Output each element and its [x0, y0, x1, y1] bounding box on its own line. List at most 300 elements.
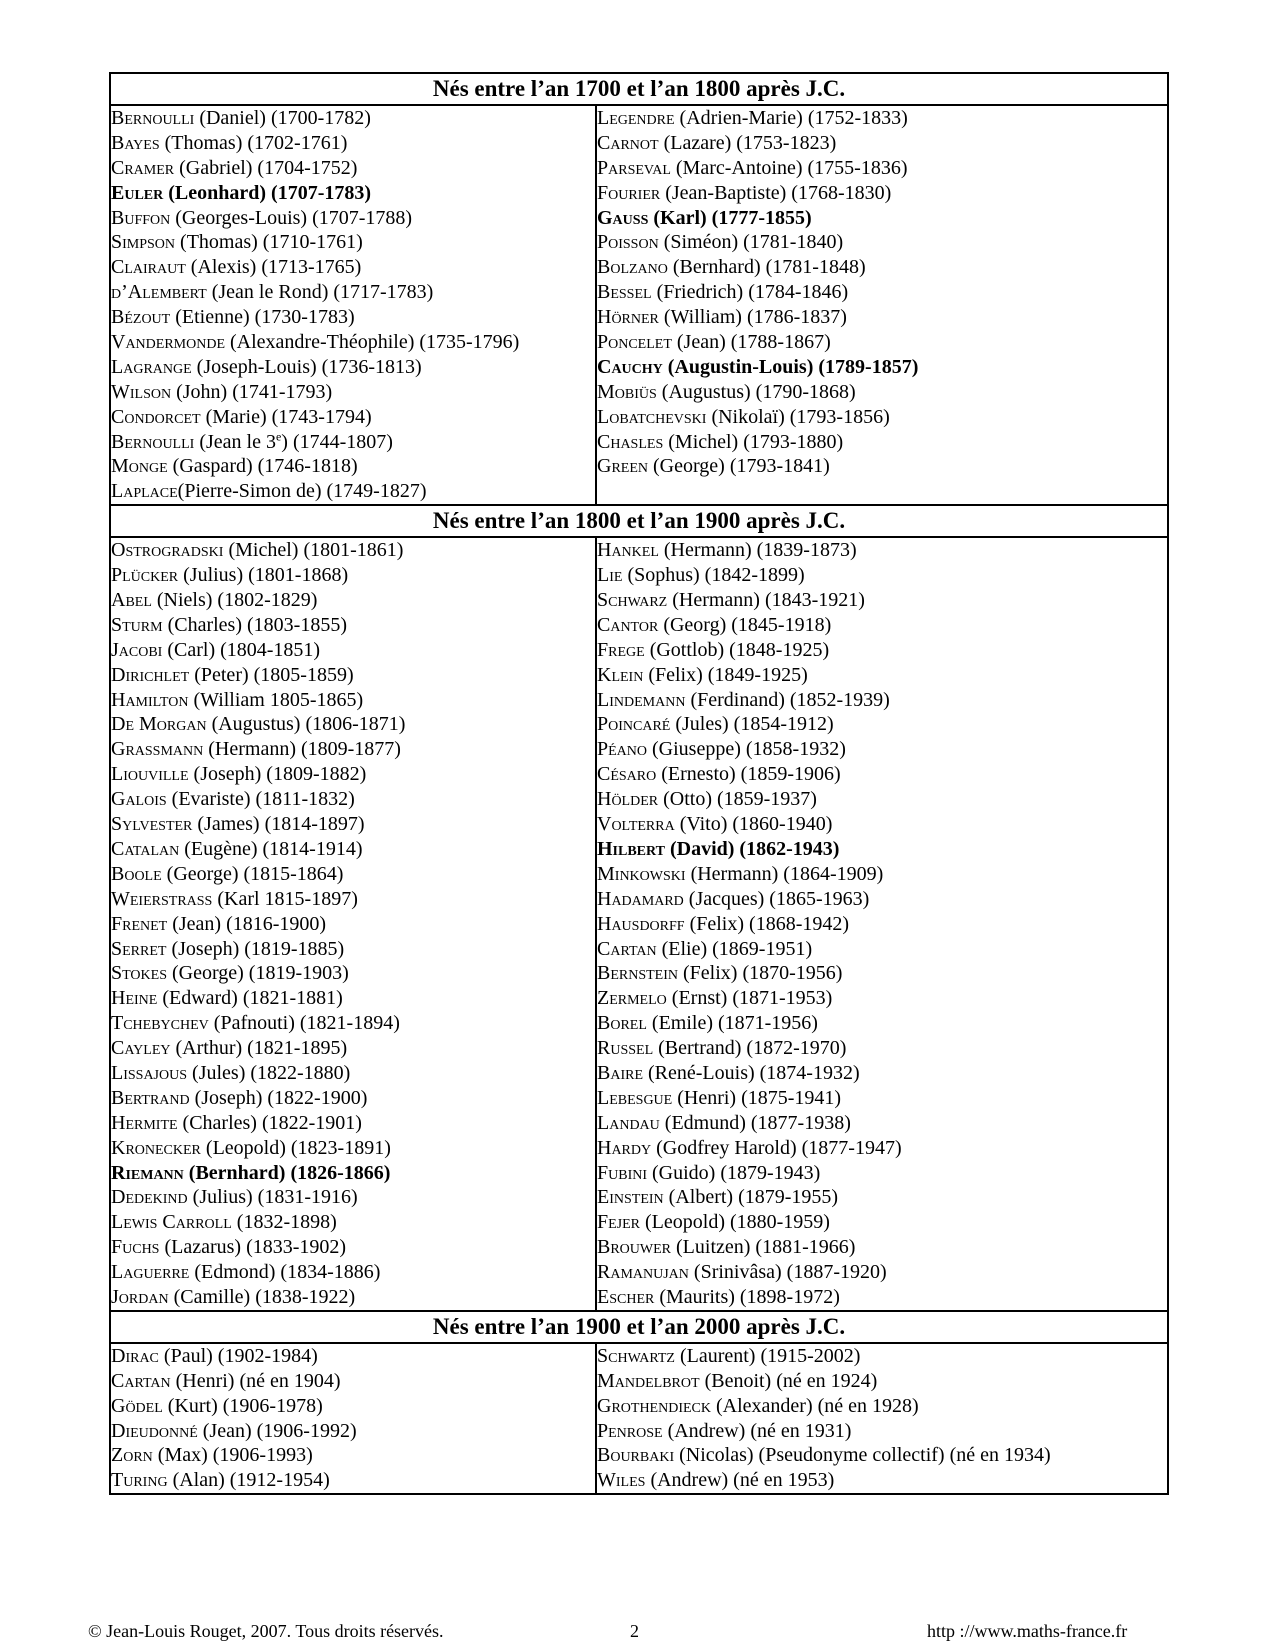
mathematician-name: Lagrange	[111, 355, 192, 378]
mathematician-details: (Jean le Rond) (1717-1783)	[206, 281, 434, 304]
mathematician-details: (Eugène) (1814-1914)	[179, 837, 363, 860]
mathematician-name: Bézout	[111, 306, 171, 329]
mathematician-name: Zermelo	[597, 987, 667, 1010]
mathematician-name: Lobatchevski	[597, 405, 707, 428]
mathematician-entry	[597, 305, 1167, 330]
mathematician-name: Grassmann	[111, 738, 204, 761]
mathematician-entry	[111, 712, 595, 737]
mathematician-name: Gödel	[111, 1394, 163, 1417]
mathematician-entry	[597, 206, 1167, 231]
mathematician-entry	[111, 1210, 595, 1235]
mathematician-details: (Julius) (1801-1868)	[178, 564, 349, 587]
mathematician-entry	[597, 106, 1167, 131]
mathematician-entry	[111, 588, 595, 613]
mathematician-details: (Elie) (1869-1951)	[656, 937, 813, 960]
mathematician-details: (Ferdinand) (1852-1939)	[685, 688, 890, 711]
mathematician-name: Minkowski	[597, 862, 686, 885]
mathematician-entry	[597, 1136, 1167, 1161]
mathematician-entry	[111, 1235, 595, 1260]
mathematician-details: (Thomas) (1702-1761)	[159, 131, 348, 154]
mathematician-details: (Lazarus) (1833-1902)	[159, 1236, 347, 1259]
mathematician-entry	[597, 663, 1167, 688]
mathematician-entry	[597, 638, 1167, 663]
mathematician-name: Dieudonné	[111, 1419, 198, 1442]
mathematician-details: (Edmond) (1834-1886)	[189, 1261, 381, 1284]
mathematician-name: Lewis Carroll	[111, 1211, 232, 1234]
mathematician-entry	[111, 837, 595, 862]
mathematician-name: Weierstrass	[111, 887, 213, 910]
mathematician-details: (Hermann) (1843-1921)	[667, 589, 865, 612]
mathematician-name: Dedekind	[111, 1186, 188, 1209]
mathematician-name: Riemann	[111, 1161, 184, 1184]
mathematician-entry	[111, 1394, 595, 1419]
mathematician-name: Hermite	[111, 1111, 178, 1134]
mathematician-details: (Gaspard) (1746-1818)	[167, 455, 358, 478]
right-column	[596, 1343, 1168, 1494]
mathematician-entry	[597, 1443, 1167, 1468]
mathematician-details: (Henri) (1875-1941)	[672, 1086, 842, 1109]
mathematician-name: Lebesgue	[597, 1086, 673, 1109]
mathematician-entry	[597, 712, 1167, 737]
mathematician-details: (Sophus) (1842-1899)	[622, 564, 805, 587]
mathematician-details: (Etienne) (1730-1783)	[170, 306, 355, 329]
mathematician-entry	[111, 688, 595, 713]
mathematician-name: Hadamard	[597, 887, 684, 910]
mathematician-entry	[111, 230, 595, 255]
mathematician-entry	[111, 1061, 595, 1086]
mathematician-details: (Pierre-Simon de) (1749-1827)	[177, 480, 427, 503]
mathematician-details: (Gabriel) (1704-1752)	[174, 156, 358, 179]
mathematician-details: (Alexander) (né en 1928)	[711, 1394, 919, 1417]
mathematician-details: (Arthur) (1821-1895)	[170, 1037, 348, 1060]
mathematician-entry	[597, 737, 1167, 762]
mathematician-details: (William) (1786-1837)	[658, 306, 847, 329]
mathematician-entry	[597, 961, 1167, 986]
mathematician-entry	[111, 1185, 595, 1210]
mathematician-details: (Hermann) (1839-1873)	[658, 539, 857, 562]
mathematician-entry	[111, 1344, 595, 1369]
mathematician-entry	[597, 1394, 1167, 1419]
mathematician-entry	[597, 1210, 1167, 1235]
mathematician-name: Volterra	[597, 813, 675, 836]
mathematician-entry	[597, 1285, 1167, 1310]
mathematician-entry	[597, 430, 1167, 455]
mathematician-details: (Joseph) (1809-1882)	[188, 763, 367, 786]
mathematician-name: Bertrand	[111, 1086, 190, 1109]
mathematician-name: Grothendieck	[597, 1394, 711, 1417]
mathematician-entry	[597, 1260, 1167, 1285]
mathematician-details: (Albert) (1879-1955)	[663, 1186, 839, 1209]
mathematician-entry	[111, 887, 595, 912]
mathematician-details: (Niels) (1802-1829)	[151, 589, 318, 612]
mathematician-name: Wilson	[111, 380, 172, 403]
mathematician-name: Cartan	[111, 1369, 171, 1392]
mathematician-name: Schwartz	[597, 1344, 675, 1367]
mathematician-entry	[111, 156, 595, 181]
mathematician-details: (George) (1815-1864)	[161, 862, 344, 885]
mathematician-name: Plücker	[111, 564, 179, 587]
mathematician-details: (Charles) (1803-1855)	[162, 613, 347, 636]
mathematician-details: (Leonhard) (1707-1783)	[163, 181, 372, 204]
mathematician-name: Péano	[597, 738, 648, 761]
mathematician-details: (Jacques) (1865-1963)	[683, 887, 870, 910]
mathematician-name: Frenet	[111, 912, 168, 935]
mathematician-entry	[597, 454, 1167, 479]
mathematician-details: (Charles) (1822-1901)	[177, 1111, 362, 1134]
mathematician-details: (Benoit) (né en 1924)	[699, 1369, 878, 1392]
mathematician-name: Hölder	[597, 788, 659, 811]
mathematician-name: d’Alembert	[111, 281, 207, 304]
mathematician-details: (Marc-Antoine) (1755-1836)	[670, 156, 908, 179]
footer-url[interactable]: http ://www.maths-france.fr	[927, 1621, 1128, 1641]
superscript: e	[275, 428, 282, 443]
mathematician-name: Clairaut	[111, 256, 186, 279]
mathematician-entry	[597, 912, 1167, 937]
mathematician-entry	[111, 961, 595, 986]
mathematician-entry	[597, 355, 1167, 380]
mathematician-name: Dirac	[111, 1344, 159, 1367]
mathematician-entry	[597, 613, 1167, 638]
mathematician-details: (Alexis) (1713-1765)	[185, 256, 362, 279]
mathematician-details: (Bernhard) (1826-1866)	[183, 1161, 391, 1184]
mathematician-details: (Friedrich) (1784-1846)	[651, 281, 849, 304]
mathematician-details: (Hermann) (1864-1909)	[685, 862, 884, 885]
mathematician-entry	[111, 181, 595, 206]
mathematician-details: (Vito) (1860-1940)	[674, 813, 833, 836]
mathematician-details: (Georges-Louis) (1707-1788)	[170, 206, 413, 229]
mathematician-entry	[597, 538, 1167, 563]
mathematician-entry	[597, 1161, 1167, 1186]
mathematician-entry	[597, 812, 1167, 837]
mathematician-entry	[597, 131, 1167, 156]
mathematician-name: Serret	[111, 937, 167, 960]
mathematician-details: (Daniel) (1700-1782)	[194, 107, 371, 129]
section-body-row	[110, 1343, 1168, 1494]
mathematician-details: (Felix) (1849-1925)	[643, 663, 808, 686]
mathematician-name: Sylvester	[111, 813, 193, 836]
mathematician-name: Lindemann	[597, 688, 686, 711]
mathematician-name: Vandermonde	[111, 331, 225, 354]
mathematician-details: (1832-1898)	[231, 1211, 337, 1234]
mathematician-entry	[597, 1086, 1167, 1111]
mathematician-entry	[111, 912, 595, 937]
mathematician-entry	[597, 156, 1167, 181]
mathematician-entry	[111, 613, 595, 638]
mathematician-details: (Camille) (1838-1922)	[168, 1285, 356, 1308]
mathematician-name: Frege	[597, 638, 645, 661]
mathematician-details: (William 1805-1865)	[188, 688, 364, 711]
section-body-row	[110, 537, 1168, 1311]
section-body-row	[110, 105, 1168, 505]
mathematician-name: Bessel	[597, 281, 652, 304]
mathematician-name: Cramer	[111, 156, 175, 179]
mathematician-details: (Ernst) (1871-1953)	[666, 987, 833, 1010]
mathematician-details: (Hermann) (1809-1877)	[203, 738, 401, 761]
mathematician-name: Condorcet	[111, 405, 201, 428]
mathematician-name: Turing	[111, 1469, 168, 1492]
mathematician-details: (Alan) (1912-1954)	[167, 1469, 330, 1492]
mathematician-name: Penrose	[597, 1419, 663, 1442]
mathematician-name: Legendre	[597, 107, 675, 129]
mathematician-name: Galois	[111, 788, 167, 811]
mathematician-details: (Julius) (1831-1916)	[187, 1186, 358, 1209]
mathematician-name: Hilbert	[597, 837, 665, 860]
mathematician-name: Poncelet	[597, 331, 672, 354]
mathematician-entry	[597, 588, 1167, 613]
mathematician-details: (Maurits) (1898-1972)	[654, 1285, 840, 1308]
mathematician-details: (Augustin-Louis) (1789-1857)	[662, 355, 919, 378]
mathematician-details: (Leopold) (1880-1959)	[640, 1211, 830, 1234]
mathematician-name: Monge	[111, 455, 168, 478]
mathematician-details: (Paul) (1902-1984)	[158, 1344, 318, 1367]
mathematician-name: De Morgan	[111, 713, 207, 736]
mathematician-name: Bourbaki	[597, 1444, 675, 1467]
mathematician-entry	[111, 638, 595, 663]
mathematician-entry	[111, 762, 595, 787]
mathematician-entry	[597, 837, 1167, 862]
left-column	[110, 105, 596, 505]
section-header-row	[110, 73, 1168, 105]
mathematician-details: (Andrew) (né en 1931)	[662, 1419, 852, 1442]
mathematician-details: (Giuseppe) (1858-1932)	[647, 738, 846, 761]
mathematician-entry	[111, 1161, 595, 1186]
mathematician-entry	[111, 1086, 595, 1111]
mathematician-name: Césaro	[597, 763, 657, 786]
mathematician-entry	[597, 1011, 1167, 1036]
mathematician-name: Escher	[597, 1285, 655, 1308]
mathematician-details: (Karl 1815-1897)	[212, 887, 358, 910]
mathematician-details: (René-Louis) (1874-1932)	[643, 1061, 860, 1084]
mathematician-name: Bernoulli	[111, 107, 195, 129]
mathematician-name: Tchebychev	[111, 1012, 209, 1035]
mathematician-details: (Jean) (1906-1992)	[197, 1419, 357, 1442]
mathematician-details: (John) (1741-1793)	[171, 380, 333, 403]
mathematician-entry	[111, 355, 595, 380]
mathematician-details: (Bertrand) (1872-1970)	[653, 1037, 847, 1060]
mathematician-name: Parseval	[597, 156, 671, 179]
mathematician-entry	[597, 1036, 1167, 1061]
table-body	[110, 73, 1168, 1494]
mathematician-name: Mandelbrot	[597, 1369, 700, 1392]
mathematician-entry	[111, 430, 595, 455]
mathematician-name: Cauchy	[597, 355, 663, 378]
mathematician-details: (Georg) (1845-1918)	[658, 613, 832, 636]
mathematician-details: (Jules) (1822-1880)	[187, 1061, 351, 1084]
mathematician-entry	[597, 405, 1167, 430]
mathematician-entry	[597, 688, 1167, 713]
mathematician-name: Simpson	[111, 231, 176, 254]
mathematician-details: (Pafnouti) (1821-1894)	[208, 1012, 400, 1035]
mathematician-entry	[111, 1285, 595, 1310]
mathematician-entry	[597, 1111, 1167, 1136]
mathematician-name: Lie	[597, 564, 623, 587]
mathematician-name: Hausdorff	[597, 912, 685, 935]
mathematician-name: Abel	[111, 589, 152, 612]
mathematician-entry	[597, 1419, 1167, 1444]
mathematician-entry	[597, 181, 1167, 206]
mathematician-name: Boole	[111, 862, 162, 885]
mathematician-details: (Felix) (1870-1956)	[678, 962, 843, 985]
mathematician-entry	[597, 330, 1167, 355]
mathematician-details: (Alexandre-Théophile) (1735-1796)	[225, 331, 520, 354]
mathematician-details: (Evariste) (1811-1832)	[166, 788, 355, 811]
mathematician-details: (Siméon) (1781-1840)	[658, 231, 844, 254]
mathematicians-table	[109, 72, 1169, 1495]
mathematician-details: (David) (1862-1943)	[664, 837, 840, 860]
mathematician-name: Bernoulli	[111, 430, 195, 453]
mathematician-entry	[111, 1111, 595, 1136]
mathematician-details: (Felix) (1868-1942)	[684, 912, 850, 935]
mathematician-name: Schwarz	[597, 589, 668, 612]
mathematician-details: (Jean-Baptiste) (1768-1830)	[660, 181, 892, 204]
mathematician-name: Lissajous	[111, 1061, 188, 1084]
mathematician-entry	[597, 230, 1167, 255]
mathematician-name: Laplace	[111, 480, 178, 503]
mathematician-details: (Edmund) (1877-1938)	[659, 1111, 851, 1134]
mathematician-name: Sturm	[111, 613, 163, 636]
mathematician-name: Einstein	[597, 1186, 664, 1209]
mathematician-entry	[597, 1344, 1167, 1369]
mathematician-entry	[597, 1185, 1167, 1210]
mathematician-details: (Augustus) (1790-1868)	[656, 380, 856, 403]
mathematician-details: (Joseph) (1822-1900)	[189, 1086, 368, 1109]
mathematician-name: Gauss	[597, 206, 649, 229]
mathematician-name: Carnot	[597, 131, 659, 154]
mathematician-entry	[111, 131, 595, 156]
mathematician-name: Borel	[597, 1012, 647, 1035]
mathematician-entry	[597, 862, 1167, 887]
mathematician-name: Russel	[597, 1037, 654, 1060]
mathematician-name: Mobiüs	[597, 380, 657, 403]
mathematician-entry	[111, 106, 595, 131]
mathematician-name: Poincaré	[597, 713, 671, 736]
mathematician-entry	[597, 380, 1167, 405]
mathematician-details: (Nicolas) (Pseudonyme collectif) (né en 1934)	[674, 1444, 1051, 1467]
mathematician-entry	[111, 1369, 595, 1394]
mathematician-entry	[111, 663, 595, 688]
section-header-row	[110, 505, 1168, 537]
mathematician-entry	[597, 563, 1167, 588]
mathematician-entry	[111, 787, 595, 812]
mathematician-name: Fuchs	[111, 1236, 160, 1259]
mathematician-name: Hörner	[597, 306, 659, 329]
mathematician-details: (Emile) (1871-1956)	[646, 1012, 818, 1035]
footer-copyright: © Jean-Louis Rouget, 2007. Tous droits réservés.	[88, 1621, 444, 1641]
mathematician-name: Stokes	[111, 962, 167, 985]
mathematician-details: ) (1744-1807)	[281, 430, 393, 453]
mathematician-name: Hardy	[597, 1136, 652, 1159]
mathematician-name: Buffon	[111, 206, 171, 229]
mathematician-details: (Godfrey Harold) (1877-1947)	[651, 1136, 902, 1159]
mathematician-entry	[111, 1419, 595, 1444]
mathematician-name: Green	[597, 455, 648, 478]
mathematician-details: (Henri) (né en 1904)	[170, 1369, 341, 1392]
mathematician-entry	[597, 762, 1167, 787]
mathematician-entry	[597, 986, 1167, 1011]
mathematician-entry	[111, 330, 595, 355]
mathematician-details: (Carl) (1804-1851)	[162, 638, 321, 661]
mathematician-details: (Otto) (1859-1937)	[658, 788, 817, 811]
mathematician-details: (Thomas) (1710-1761)	[175, 231, 363, 254]
mathematician-details: (Marie) (1743-1794)	[200, 405, 372, 428]
mathematician-name: Brouwer	[597, 1236, 672, 1259]
mathematician-name: Fubini	[597, 1161, 648, 1184]
mathematician-entry	[597, 280, 1167, 305]
mathematician-name: Laguerre	[111, 1261, 190, 1284]
mathematician-details: (Luitzen) (1881-1966)	[671, 1236, 856, 1259]
mathematician-name: Wiles	[597, 1469, 646, 1492]
mathematician-entry	[597, 1369, 1167, 1394]
mathematician-details: (Max) (1906-1993)	[152, 1444, 313, 1467]
mathematician-name: Cartan	[597, 937, 657, 960]
mathematician-entry	[111, 380, 595, 405]
mathematician-name: Baire	[597, 1061, 644, 1084]
mathematician-entry	[111, 454, 595, 479]
mathematician-details: (George) (1819-1903)	[166, 962, 349, 985]
mathematician-entry	[111, 1136, 595, 1161]
mathematician-entry	[111, 255, 595, 280]
mathematician-details: (Edward) (1821-1881)	[157, 987, 343, 1010]
section-title: Nés entre l’an 1700 et l’an 1800 après J.C.	[110, 73, 1168, 105]
mathematician-name: Cantor	[597, 613, 659, 636]
mathematician-entry	[111, 1468, 595, 1493]
mathematician-details: (Jules) (1854-1912)	[670, 713, 834, 736]
mathematician-details: (Augustus) (1806-1871)	[206, 713, 406, 736]
mathematician-entry	[111, 1443, 595, 1468]
mathematician-entry	[111, 206, 595, 231]
mathematician-entry	[111, 1011, 595, 1036]
mathematician-details: (Michel) (1793-1880)	[663, 430, 844, 453]
mathematician-name: Catalan	[111, 837, 180, 860]
mathematician-entry	[597, 1468, 1167, 1493]
section-title: Nés entre l’an 1900 et l’an 2000 après J.C.	[110, 1311, 1168, 1343]
mathematician-entry	[111, 862, 595, 887]
mathematician-entry	[111, 1260, 595, 1285]
mathematician-name: Jordan	[111, 1285, 169, 1308]
mathematician-details: (Jean) (1816-1900)	[167, 912, 327, 935]
mathematician-details: (Lazare) (1753-1823)	[658, 131, 837, 154]
mathematician-entry	[111, 405, 595, 430]
right-column	[596, 105, 1168, 505]
mathematician-name: Dirichlet	[111, 663, 190, 686]
mathematician-details: (Srinivâsa) (1887-1920)	[688, 1261, 887, 1284]
mathematician-name: Bolzano	[597, 256, 668, 279]
mathematician-details: (Karl) (1777-1855)	[648, 206, 812, 229]
mathematician-entry	[111, 280, 595, 305]
mathematician-entry	[111, 737, 595, 762]
mathematician-name: Klein	[597, 663, 644, 686]
mathematician-entry	[111, 812, 595, 837]
mathematician-details: (Gottlob) (1848-1925)	[644, 638, 830, 661]
mathematician-details: (Nikolaï) (1793-1856)	[706, 405, 890, 428]
mathematician-entry	[597, 787, 1167, 812]
mathematician-entry	[111, 937, 595, 962]
mathematician-details: (Andrew) (né en 1953)	[645, 1469, 835, 1492]
mathematician-details: (Bernhard) (1781-1848)	[667, 256, 866, 279]
mathematician-name: Ostrogradski	[111, 539, 224, 562]
mathematician-name: Hankel	[597, 539, 659, 562]
mathematician-name: Euler	[111, 181, 164, 204]
mathematician-entry	[597, 1061, 1167, 1086]
mathematician-entry	[111, 305, 595, 330]
mathematician-name: Fourier	[597, 181, 661, 204]
mathematician-details: (Jean le 3	[194, 430, 276, 453]
mathematician-entry	[111, 563, 595, 588]
mathematician-name: Hamilton	[111, 688, 189, 711]
section-header-row	[110, 1311, 1168, 1343]
mathematician-name: Bernstein	[597, 962, 679, 985]
section-title: Nés entre l’an 1800 et l’an 1900 après J.C.	[110, 505, 1168, 537]
